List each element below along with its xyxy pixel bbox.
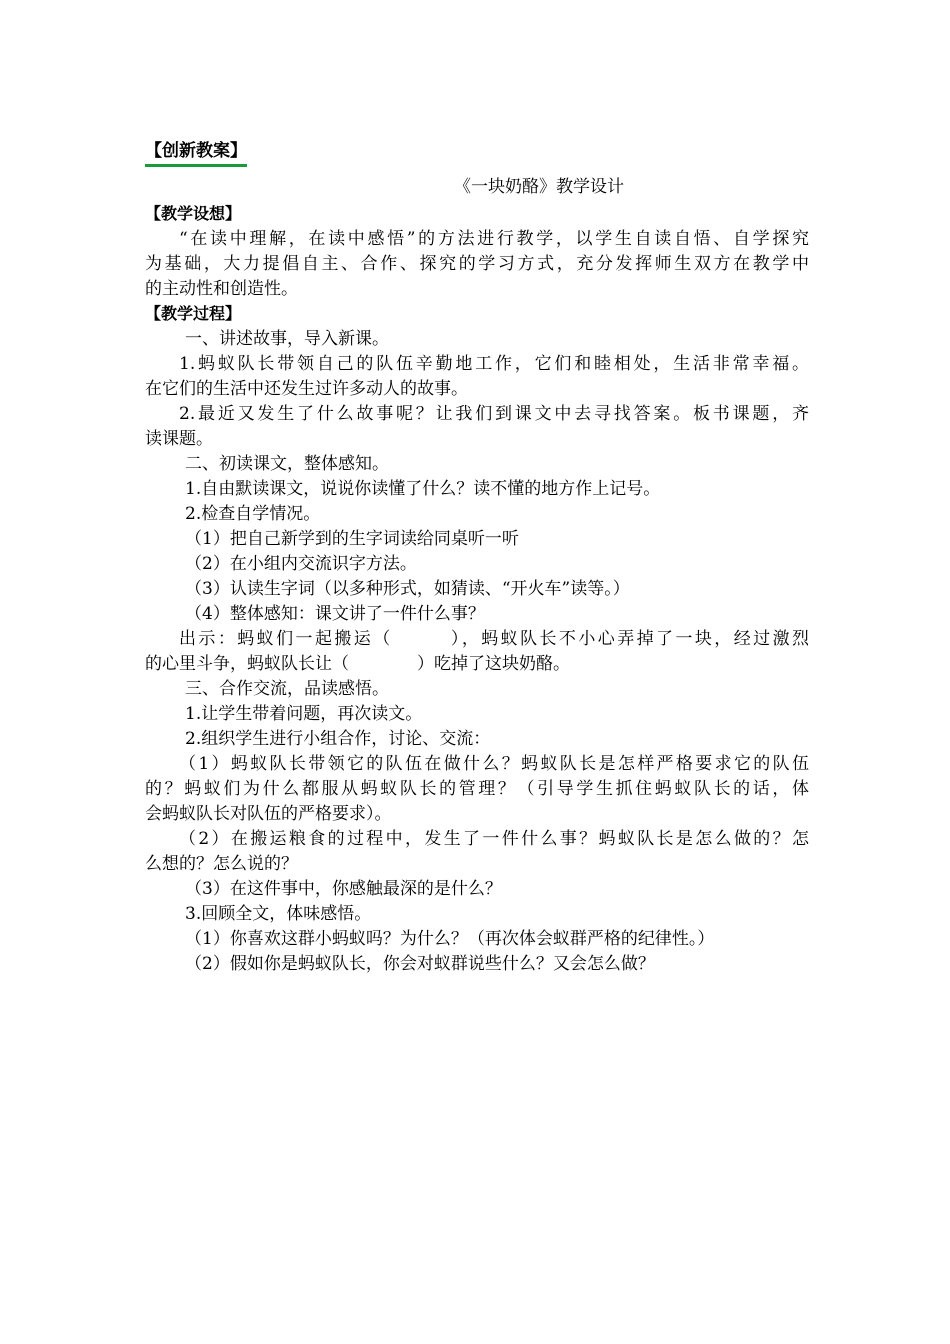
part2-heading: 二、初读课文，整体感知。: [185, 454, 389, 474]
paragraph-line: “在读中理解，在读中感悟”的方法进行教学，以学生自读自悟、自学探究: [179, 229, 809, 249]
paragraph-line: （2）在小组内交流识字方法。: [185, 554, 417, 574]
paragraph-line: 的主动性和创造性。: [145, 279, 298, 299]
paragraph-line: （3）认读生字词（以多种形式，如猜读、“开火车”读等。）: [185, 579, 630, 599]
paragraph-line: 2.最近又发生了什么故事呢？让我们到课文中去寻找答案。板书课题，齐: [179, 404, 809, 424]
paragraph-line: 3.回顾全文，体味感悟。: [185, 904, 372, 924]
paragraph-line: （4）整体感知：课文讲了一件什么事？: [185, 604, 485, 624]
paragraph-line: （1）你喜欢这群小蚂蚁吗？为什么？（再次体会蚁群严格的纪律性。）: [185, 929, 715, 949]
document-title-text: 《一块奶酪》教学设计: [454, 177, 624, 197]
paragraph-line: （3）在这件事中，你感触最深的是什么？: [185, 879, 502, 899]
paragraph-line: 读课题。: [145, 429, 213, 449]
paragraph-line: 的心里斗争，蚂蚁队长让（ ）吃掉了这块奶酪。: [145, 654, 570, 674]
section-heading-design-idea: 【教学设想】: [145, 204, 242, 223]
paragraph-line: （2）假如你是蚂蚁队长，你会对蚁群说些什么？又会怎么做？: [185, 954, 655, 974]
paragraph-line: 1.自由默读课文，说说你读懂了什么？读不懂的地方作上记号。: [185, 479, 661, 499]
paragraph-line: 为基础，大力提倡自主、合作、探究的学习方式，充分发挥师生双方在教学中: [145, 254, 809, 274]
paragraph-line: 的？蚂蚁们为什么都服从蚂蚁队长的管理？（引导学生抓住蚂蚁队长的话，体: [145, 779, 809, 799]
paragraph-line: 2.组织学生进行小组合作，讨论、交流：: [185, 729, 491, 749]
paragraph-line: （1）蚂蚁队长带领它的队伍在做什么？蚂蚁队长是怎样严格要求它的队伍: [179, 754, 809, 774]
part3-heading: 三、合作交流，品读感悟。: [185, 679, 389, 699]
paragraph-line: （2）在搬运粮食的过程中，发生了一件什么事？蚂蚁队长是怎么做的？怎: [179, 829, 809, 849]
paragraph-line: 1.蚂蚁队长带领自己的队伍辛勤地工作，它们和睦相处，生活非常幸福。: [179, 354, 809, 374]
part1-heading: 一、讲述故事，导入新课。: [185, 329, 389, 349]
paragraph-line: 2.检查自学情况。: [185, 504, 321, 524]
paragraph-line: 么想的？怎么说的？: [145, 854, 298, 874]
section-heading-teaching-process: 【教学过程】: [145, 304, 242, 323]
paragraph-line: （1）把自己新学到的生字词读给同桌听一听: [185, 529, 519, 549]
paragraph-line: 会蚂蚁队长对队伍的严格要求）。: [145, 804, 392, 824]
document-title: [145, 175, 809, 199]
paragraph-line: 出示：蚂蚁们一起搬运（ ），蚂蚁队长不小心弄掉了一块，经过激烈: [179, 629, 809, 649]
paragraph-line: 1.让学生带着问题，再次读文。: [185, 704, 423, 724]
paragraph-line: 在它们的生活中还发生过许多动人的故事。: [145, 379, 468, 399]
category-label: 【创新教案】: [145, 139, 247, 167]
